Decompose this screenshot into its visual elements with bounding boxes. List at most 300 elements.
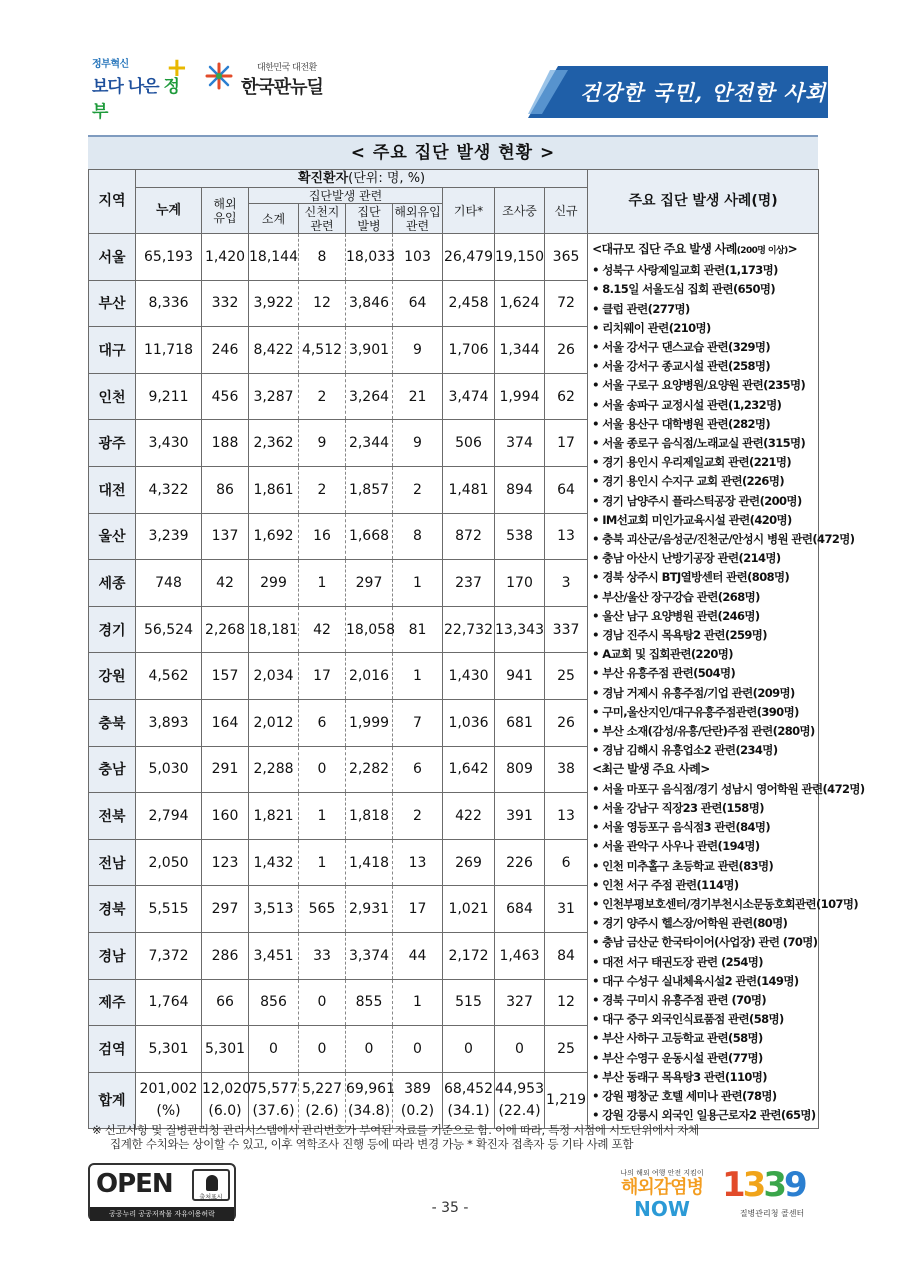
cell-other: 22,732 [443, 606, 495, 653]
header-confirmed-label: 확진환자 [297, 171, 349, 186]
cell-other: 1,036 [443, 699, 495, 746]
cell-region: 전북 [89, 793, 136, 840]
case-item: • 경남 김해시 유흥업소2 관련(234명) [592, 741, 818, 760]
gov-innovation-logo [92, 53, 192, 122]
cases-heading-large-text: <대규모 집단 주요 발생 사례 [592, 242, 737, 256]
cases-heading-large-note: (200명 이상) [736, 246, 788, 256]
korean-new-deal-logo [205, 60, 345, 104]
header-subtotal: 소계 [249, 204, 299, 234]
cell-other: 0 [443, 1026, 495, 1073]
cell-other: 2,458 [443, 280, 495, 327]
cell-overseas-related: 0 [393, 1026, 443, 1073]
cell-shincheonji: 2 [299, 466, 346, 513]
cell-investigating: 1,344 [495, 327, 545, 374]
cell-region: 경기 [89, 606, 136, 653]
cell-cluster: 0 [346, 1026, 393, 1073]
total-value: 389 [404, 1081, 431, 1098]
logo1-big-text-a: 보다 나은 [92, 77, 164, 97]
now-mid-text: 해외감염병 [621, 1177, 703, 1198]
cell-investigating: 226 [495, 839, 545, 886]
case-item: • 서울 영등포구 음식점3 관련(84명) [592, 818, 818, 837]
cell-cumulative: 56,524 [136, 606, 202, 653]
case-item: • 대구 수성구 실내체육시설2 관련(149명) [592, 972, 818, 991]
logo1-big-text-b: 정부 [92, 77, 179, 122]
cases-heading-recent: <최근 발생 주요 사례> [592, 762, 710, 777]
case-item: • 충북 괴산군/음성군/진천군/안성시 병원 관련(472명) [592, 530, 818, 549]
cell-shincheonji: 33 [299, 932, 346, 979]
cell-total-cluster [346, 1072, 393, 1128]
case-item: • 서울 종로구 음식점/노래교실 관련(315명) [592, 434, 818, 453]
total-percent: (34.8) [347, 1103, 391, 1120]
hotline-digit-4: 9 [784, 1165, 805, 1205]
cell-overseas: 123 [202, 839, 249, 886]
cell-shincheonji: 0 [299, 746, 346, 793]
cell-cluster: 1,999 [346, 699, 393, 746]
header-cluster: 집단 발병 [346, 204, 393, 234]
total-value: 68,452 [444, 1081, 493, 1098]
cell-cumulative: 3,239 [136, 513, 202, 560]
cell-cumulative: 748 [136, 560, 202, 607]
cell-new: 12 [545, 979, 588, 1026]
kdca-1339-logo [722, 1166, 822, 1226]
total-value: 75,577 [249, 1081, 298, 1098]
attribution-badge-text: 출처표시 [199, 1194, 223, 1201]
case-item: • 경남 진주시 목욕탕2 관련(259명) [592, 626, 818, 645]
cell-investigating: 1,994 [495, 373, 545, 420]
case-item: • 부산 사하구 고등학교 관련(58명) [592, 1029, 818, 1048]
cell-new: 31 [545, 886, 588, 933]
cell-new: 337 [545, 606, 588, 653]
header-cases: 주요 집단 발생 사례(명) [588, 170, 819, 234]
cell-overseas: 291 [202, 746, 249, 793]
cell-new: 13 [545, 793, 588, 840]
case-item: • 8.15일 서울도심 집회 관련(650명) [592, 280, 818, 299]
cases-heading-large-end: > [787, 242, 798, 256]
cell-region: 제주 [89, 979, 136, 1026]
slogan-banner [528, 66, 828, 118]
cell-investigating: 809 [495, 746, 545, 793]
page-number: - 35 - [431, 1200, 469, 1216]
cell-cumulative: 1,764 [136, 979, 202, 1026]
cell-shincheonji: 0 [299, 1026, 346, 1073]
case-item: • 서울 강남구 직장23 관련(158명) [592, 799, 818, 818]
cell-total-overseas [202, 1072, 249, 1128]
cell-new: 64 [545, 466, 588, 513]
cell-other: 237 [443, 560, 495, 607]
cell-investigating: 538 [495, 513, 545, 560]
header-shincheonji: 신천지 관련 [299, 204, 346, 234]
case-item: • A교회 및 집회관련(220명) [592, 645, 818, 664]
cell-shincheonji: 2 [299, 373, 346, 420]
cell-cumulative: 2,794 [136, 793, 202, 840]
cell-new: 3 [545, 560, 588, 607]
cell-other: 26,479 [443, 234, 495, 281]
header-overseas-related: 해외유입 관련 [394, 204, 441, 233]
cell-investigating: 1,463 [495, 932, 545, 979]
cell-cumulative: 7,372 [136, 932, 202, 979]
total-value: 12,020 [202, 1081, 251, 1098]
cell-subtotal: 1,692 [249, 513, 299, 560]
cell-overseas-related: 44 [393, 932, 443, 979]
cell-investigating: 684 [495, 886, 545, 933]
case-item: • 인천 서구 주점 관련(114명) [592, 876, 818, 895]
cell-overseas-related: 9 [393, 420, 443, 467]
cell-other: 3,474 [443, 373, 495, 420]
cell-investigating: 13,343 [495, 606, 545, 653]
case-item: • 강원 평창군 호텔 세미나 관련(78명) [592, 1087, 818, 1106]
cell-region: 부산 [89, 280, 136, 327]
header-cumulative: 누계 [136, 188, 202, 234]
cell-new: 26 [545, 327, 588, 374]
case-item: • 리치웨이 관련(210명) [592, 319, 818, 338]
cell-new: 17 [545, 420, 588, 467]
cell-overseas-related: 1 [393, 653, 443, 700]
header-cluster-related: 집단발생 관련 [249, 188, 443, 204]
hotline-number [722, 1166, 822, 1204]
cell-cluster: 1,668 [346, 513, 393, 560]
cluster-status-table [88, 169, 865, 1129]
cell-other: 506 [443, 420, 495, 467]
cell-region: 충북 [89, 699, 136, 746]
cell-subtotal: 0 [249, 1026, 299, 1073]
case-item: • 성북구 사랑제일교회 관련(1,173명) [592, 261, 818, 280]
total-value: 69,961 [346, 1081, 395, 1098]
cell-overseas-related: 81 [393, 606, 443, 653]
cell-region: 충남 [89, 746, 136, 793]
cell-cumulative: 4,322 [136, 466, 202, 513]
cell-overseas-related: 2 [393, 793, 443, 840]
cell-cumulative: 11,718 [136, 327, 202, 374]
case-item: • 강원 강릉시 외국인 일용근로자2 관련(65명) [592, 1106, 818, 1125]
cell-overseas-related: 1 [393, 979, 443, 1026]
cell-subtotal: 18,181 [249, 606, 299, 653]
cell-region: 검역 [89, 1026, 136, 1073]
cell-cluster: 1,857 [346, 466, 393, 513]
cell-overseas: 297 [202, 886, 249, 933]
logo2-big-text: 한국판뉴딜 [241, 77, 323, 98]
cell-region: 강원 [89, 653, 136, 700]
total-percent: (37.6) [252, 1103, 295, 1120]
cell-total-new: 1,219 [545, 1072, 588, 1128]
open-label: OPEN [96, 1169, 173, 1199]
case-item: • 경북 구미시 유흥주점 관련 (70명) [592, 991, 818, 1010]
cell-overseas-related: 17 [393, 886, 443, 933]
cell-shincheonji: 1 [299, 793, 346, 840]
now-bottom-text: NOW [634, 1197, 690, 1221]
cell-cluster: 2,344 [346, 420, 393, 467]
cell-investigating: 1,624 [495, 280, 545, 327]
cell-region: 세종 [89, 560, 136, 607]
cell-cumulative: 65,193 [136, 234, 202, 281]
page-title: < 주요 집단 발생 현황 > [88, 135, 818, 169]
case-item: • 서울 관악구 사우나 관련(194명) [592, 837, 818, 856]
cell-subtotal: 3,922 [249, 280, 299, 327]
case-item: • 서울 구로구 요양병원/요양원 관련(235명) [592, 376, 818, 395]
plus-icon: + [166, 53, 188, 83]
hotline-digit-1: 1 [722, 1165, 743, 1205]
total-percent: (6.0) [208, 1103, 242, 1120]
cell-new: 84 [545, 932, 588, 979]
cell-new: 365 [545, 234, 588, 281]
cell-region: 인천 [89, 373, 136, 420]
case-item: • 충남 아산시 난방기공장 관련(214명) [592, 549, 818, 568]
table-footnote [92, 1123, 822, 1151]
cell-shincheonji: 16 [299, 513, 346, 560]
cases-heading-large [592, 240, 818, 261]
cell-subtotal: 2,362 [249, 420, 299, 467]
cell-region: 광주 [89, 420, 136, 467]
cell-cluster: 18,033 [346, 234, 393, 281]
cell-shincheonji: 8 [299, 234, 346, 281]
case-item: • 경북 상주시 BTJ열방센터 관련(808명) [592, 568, 818, 587]
logo2-small-text: 대한민국 대전환 [257, 63, 317, 73]
cell-overseas-related: 13 [393, 839, 443, 886]
hotline-digit-3: 3 [763, 1165, 785, 1205]
header-other: 기타* [443, 188, 495, 234]
cell-new: 13 [545, 513, 588, 560]
cell-other: 1,481 [443, 466, 495, 513]
cell-investigating: 170 [495, 560, 545, 607]
case-item: • 대구 중구 외국인식료품점 관련(58명) [592, 1010, 818, 1029]
cell-other: 515 [443, 979, 495, 1026]
cell-region: 전남 [89, 839, 136, 886]
cell-investigating: 327 [495, 979, 545, 1026]
cell-shincheonji: 1 [299, 560, 346, 607]
cell-overseas: 5,301 [202, 1026, 249, 1073]
cell-subtotal: 3,451 [249, 932, 299, 979]
cell-investigating: 0 [495, 1026, 545, 1073]
cell-subtotal: 2,034 [249, 653, 299, 700]
cell-other: 1,021 [443, 886, 495, 933]
cell-investigating: 894 [495, 466, 545, 513]
cell-cluster: 18,058 [346, 606, 393, 653]
cell-overseas: 160 [202, 793, 249, 840]
cell-shincheonji: 1 [299, 839, 346, 886]
cell-other: 2,172 [443, 932, 495, 979]
cell-overseas-related: 6 [393, 746, 443, 793]
cell-region: 합계 [89, 1072, 136, 1128]
case-item: • 구미,울산지인/대구유흥주점관련(390명) [592, 703, 818, 722]
cell-new: 72 [545, 280, 588, 327]
case-item: • 서울 강서구 댄스교습 관련(329명) [592, 338, 818, 357]
cell-shincheonji: 9 [299, 420, 346, 467]
total-percent: (34.1) [447, 1103, 490, 1120]
cell-cluster: 3,374 [346, 932, 393, 979]
header-unit: (단위: 명, %) [348, 171, 426, 186]
case-item: • 인천 미추홀구 초등학교 관련(83명) [592, 857, 818, 876]
cell-overseas: 164 [202, 699, 249, 746]
cell-cumulative: 5,030 [136, 746, 202, 793]
cell-total-investigating [495, 1072, 545, 1128]
cell-subtotal: 3,287 [249, 373, 299, 420]
case-item: • 경남 거제시 유흥주점/기업 관련(209명) [592, 684, 818, 703]
cell-overseas-related: 2 [393, 466, 443, 513]
footnote-line2: 집계한 수치와는 상이할 수 있고, 이후 역학조사 진행 등에 따라 변경 가능 * 확진자 접촉자 등 기타 사례 포함 [110, 1137, 634, 1151]
cell-subtotal: 1,861 [249, 466, 299, 513]
cell-shincheonji: 12 [299, 280, 346, 327]
cell-overseas: 188 [202, 420, 249, 467]
case-item: • 부산 수영구 운동시설 관련(77명) [592, 1049, 818, 1068]
cell-region: 경남 [89, 932, 136, 979]
case-item: • 서울 송파구 교정시설 관련(1,232명) [592, 396, 818, 415]
cell-overseas-related: 7 [393, 699, 443, 746]
cell-cumulative: 4,562 [136, 653, 202, 700]
footnote-line1: ※ 신고사항 및 질병관리청 관리시스템에서 관리번호가 부여된 자료를 기준으로 함. 이에 따라, 특정 시점에 시도단위에서 자체 [92, 1123, 699, 1137]
cell-cluster: 855 [346, 979, 393, 1026]
cell-investigating: 19,150 [495, 234, 545, 281]
cell-other: 1,642 [443, 746, 495, 793]
cell-overseas: 456 [202, 373, 249, 420]
cell-other: 269 [443, 839, 495, 886]
cell-cumulative: 5,301 [136, 1026, 202, 1073]
cell-total-cumulative [136, 1072, 202, 1128]
case-item: • 인천부평보호센터/경기부천시소문동호회관련(107명) [592, 895, 818, 914]
header-region: 지역 [89, 170, 136, 234]
cell-region: 대구 [89, 327, 136, 374]
cell-region: 울산 [89, 513, 136, 560]
case-item: • 부산 유흥주점 관련(504명) [592, 664, 818, 683]
case-item: • 대전 서구 태권도장 관련 (254명) [592, 953, 818, 972]
cell-subtotal: 2,012 [249, 699, 299, 746]
cell-overseas: 1,420 [202, 234, 249, 281]
cell-subtotal: 856 [249, 979, 299, 1026]
cell-subtotal: 8,422 [249, 327, 299, 374]
cell-shincheonji: 42 [299, 606, 346, 653]
header-new: 신규 [545, 188, 588, 234]
cell-cumulative: 5,515 [136, 886, 202, 933]
cell-new: 6 [545, 839, 588, 886]
case-item: • 부산 소재(감성/유흥/단란)주점 관련(280명) [592, 722, 818, 741]
cell-overseas: 246 [202, 327, 249, 374]
now-top-text: 나의 해외 여행 안전 지킴이 [620, 1169, 704, 1177]
header-overseas: 해외 유입 [202, 188, 249, 234]
total-percent: (0.2) [400, 1103, 435, 1120]
cell-other: 1,706 [443, 327, 495, 374]
cell-overseas-related: 103 [393, 234, 443, 281]
cell-new: 62 [545, 373, 588, 420]
cell-total-subtotal [249, 1072, 299, 1128]
cell-subtotal: 2,288 [249, 746, 299, 793]
page-header [0, 0, 900, 128]
new-deal-star-icon [205, 62, 233, 90]
cell-overseas-related: 1 [393, 560, 443, 607]
total-value: 44,953 [495, 1081, 544, 1098]
cell-total-shincheonji [299, 1072, 346, 1128]
overseas-infection-now-logo [608, 1168, 716, 1224]
cell-cluster: 3,846 [346, 280, 393, 327]
cell-subtotal: 1,821 [249, 793, 299, 840]
case-item: • 부산/울산 장구강습 관련(268명) [592, 588, 818, 607]
cell-cluster: 3,901 [346, 327, 393, 374]
cell-overseas: 332 [202, 280, 249, 327]
cell-region: 서울 [89, 234, 136, 281]
cell-overseas-related: 9 [393, 327, 443, 374]
cell-cluster: 1,418 [346, 839, 393, 886]
cell-other: 1,430 [443, 653, 495, 700]
cell-overseas-related: 8 [393, 513, 443, 560]
cell-cumulative: 9,211 [136, 373, 202, 420]
hotline-caption: 질병관리청 콜센터 [739, 1209, 805, 1218]
cell-investigating: 941 [495, 653, 545, 700]
cell-cumulative: 2,050 [136, 839, 202, 886]
cell-total-overseas-related [393, 1072, 443, 1128]
cluster-cases-list [588, 234, 865, 1129]
header-investigating: 조사중 [495, 188, 545, 234]
header-confirmed [136, 170, 588, 188]
cell-overseas: 2,268 [202, 606, 249, 653]
cell-overseas: 286 [202, 932, 249, 979]
cell-shincheonji: 565 [299, 886, 346, 933]
case-item: • 서울 마포구 음식점/경기 성남시 영어학원 관련(472명) [592, 780, 818, 799]
attribution-icon [192, 1169, 230, 1201]
case-item: • 경기 남양주시 플라스틱공장 관련(200명) [592, 492, 818, 511]
cell-new: 26 [545, 699, 588, 746]
cell-shincheonji: 4,512 [299, 327, 346, 374]
case-item: • 충남 금산군 한국타이어(사업장) 관련 (70명) [592, 933, 818, 952]
cell-cumulative: 3,430 [136, 420, 202, 467]
hotline-digit-2: 3 [742, 1165, 764, 1205]
cell-region: 경북 [89, 886, 136, 933]
cell-cluster: 297 [346, 560, 393, 607]
cell-new: 25 [545, 653, 588, 700]
cell-overseas-related: 21 [393, 373, 443, 420]
open-license-text: 공공누리 공공저작물 자유이용허락 [90, 1207, 234, 1221]
total-value: 201,002 [139, 1081, 198, 1098]
cell-overseas: 137 [202, 513, 249, 560]
case-item: • 클럽 관련(277명) [592, 300, 818, 319]
cell-other: 872 [443, 513, 495, 560]
cell-subtotal: 18,144 [249, 234, 299, 281]
slogan-text: 건강한 국민, 안전한 사회 [580, 80, 827, 105]
cell-overseas: 157 [202, 653, 249, 700]
cell-cumulative: 8,336 [136, 280, 202, 327]
case-item: • 경기 용인시 우리제일교회 관련(221명) [592, 453, 818, 472]
total-percent: (%) [156, 1103, 181, 1120]
cell-investigating: 374 [495, 420, 545, 467]
cell-subtotal: 299 [249, 560, 299, 607]
cell-shincheonji: 17 [299, 653, 346, 700]
cell-cluster: 1,818 [346, 793, 393, 840]
cell-cluster: 2,282 [346, 746, 393, 793]
cell-total-other [443, 1072, 495, 1128]
case-item: • 서울 용산구 대학병원 관련(282명) [592, 415, 818, 434]
case-item: • 경기 용인시 수지구 교회 관련(226명) [592, 472, 818, 491]
cell-shincheonji: 0 [299, 979, 346, 1026]
cell-cluster: 2,931 [346, 886, 393, 933]
cell-new: 25 [545, 1026, 588, 1073]
cell-new: 38 [545, 746, 588, 793]
cell-overseas-related: 64 [393, 280, 443, 327]
logo1-small-text: 정부혁신 [92, 59, 129, 70]
case-item: • IM선교회 미인가교육시설 관련(420명) [592, 511, 818, 530]
case-item: • 서울 강서구 종교시설 관련(258명) [592, 357, 818, 376]
total-value: 5,227 [301, 1081, 343, 1098]
case-item: • 부산 동래구 목욕탕3 관련(110명) [592, 1068, 818, 1087]
total-percent: (2.6) [305, 1103, 339, 1120]
cell-shincheonji: 6 [299, 699, 346, 746]
cell-overseas: 42 [202, 560, 249, 607]
table-row [89, 234, 819, 281]
open-license-logo [88, 1163, 236, 1221]
cell-overseas: 66 [202, 979, 249, 1026]
cell-subtotal: 1,432 [249, 839, 299, 886]
cell-other: 422 [443, 793, 495, 840]
case-item: • 경기 양주시 헬스장/어학원 관련(80명) [592, 914, 818, 933]
cell-cluster: 2,016 [346, 653, 393, 700]
cell-cluster: 3,264 [346, 373, 393, 420]
cell-investigating: 391 [495, 793, 545, 840]
cell-cumulative: 3,893 [136, 699, 202, 746]
